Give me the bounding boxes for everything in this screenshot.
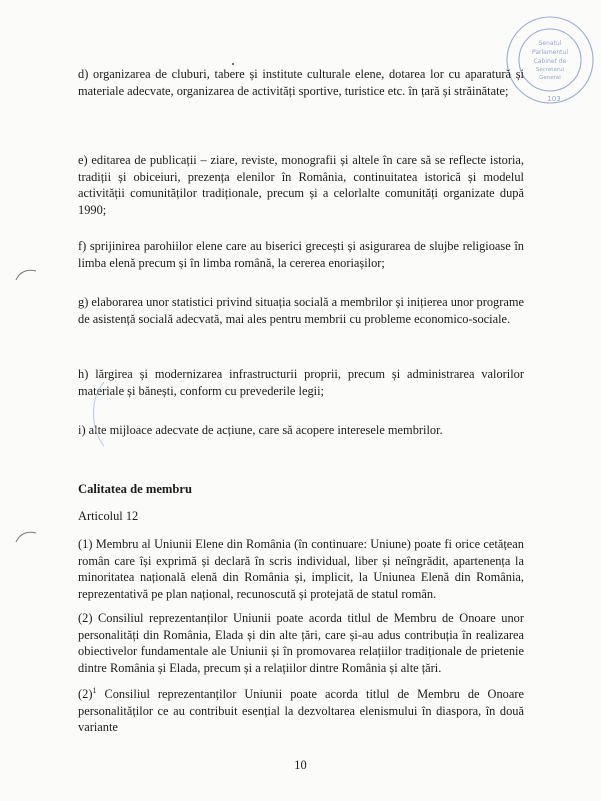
paragraph-text: Consiliul reprezentanților Uniunii poate acorda titlul de Membru de Onoare personalităților ce au contribuit esențial la dezvoltarea elenismului în diaspora, în două variante xyxy=(78,687,524,735)
paragraph-e: e) editarea de publicații – ziare, reviste, monografii și altele în care să se reflecte istoria, tradiții și obiceiuri, prezența elenilor în România, continuitatea istorică și modelul activității comunităților tradiționale, precum și a celorlalte comunități organizate după 1990; xyxy=(78,153,524,217)
stamp-number: 103 xyxy=(547,95,561,103)
stamp-line: General xyxy=(539,75,561,81)
stamp-line: Parlamentul xyxy=(532,49,568,56)
page-number: 10 xyxy=(294,758,307,772)
section-heading: Calitatea de membru xyxy=(78,482,193,496)
article-paragraph-2-1 xyxy=(78,686,524,736)
stamp-line: Cabinet de xyxy=(533,58,567,65)
stamp-edge-mark xyxy=(86,380,108,450)
speck xyxy=(232,63,234,65)
paragraph-f: f) sprijinirea parohiilor elene care au biserici grecești și asigurarea de slujbe religioase în limba elenă precum și în limba română, la cererea enoriașilor; xyxy=(78,239,524,270)
paragraph-g: g) elaborarea unor statistici privind situația socială a membrilor și inițierea unor programe de asistență socială adecvată, mai ales pentru membrii cu probleme economico-sociale. xyxy=(78,295,524,326)
superscript: 1 xyxy=(92,685,97,695)
hole-punch-mark xyxy=(14,268,38,282)
paragraph-i: i) alte mijloace adecvate de acțiune, care să acopere interesele membrilor. xyxy=(78,423,443,437)
paragraph-d: d) organizarea de cluburi, tabere și institute culturale elene, dotarea lor cu aparatură și materiale adecvate, organizarea de activități sportive, turistice etc. în țară și străinătate; xyxy=(78,67,524,98)
article-title: Articolul 12 xyxy=(78,509,139,523)
stamp-line: Senatul xyxy=(538,40,562,47)
paragraph-label: (2) xyxy=(78,687,93,701)
article-paragraph-1: (1) Membru al Uniunii Elene din România (în continuare: Uniune) poate fi orice cetățean român care își exprimă și declară în scris individual, liber și neîngrădit, apartenența la minoritatea națională elenă din România și, implicit, la Uniunea Elenă din România, reprezentativă pe plan național, recunoscută și protejată de statul român. xyxy=(78,537,524,601)
paragraph-h: h) lărgirea și modernizarea infrastructurii proprii, precum și administrarea valorilor materiale și bănești, conform cu prevederile legii; xyxy=(78,367,524,398)
stamp-line: Secretarul xyxy=(535,67,565,73)
hole-punch-mark xyxy=(14,530,38,544)
article-paragraph-2: (2) Consiliul reprezentanților Uniunii poate acorda titlul de Membru de Onoare unor personalități din România, Elada și din alte țări, care și-au adus contribuția în realizarea obiectivelor fundamentale ale Uniunii și în promovarea relațiilor tradiționale de prietenie dintre România și Elada, precum și a relațiilor dintre România și alte țări. xyxy=(78,611,524,675)
